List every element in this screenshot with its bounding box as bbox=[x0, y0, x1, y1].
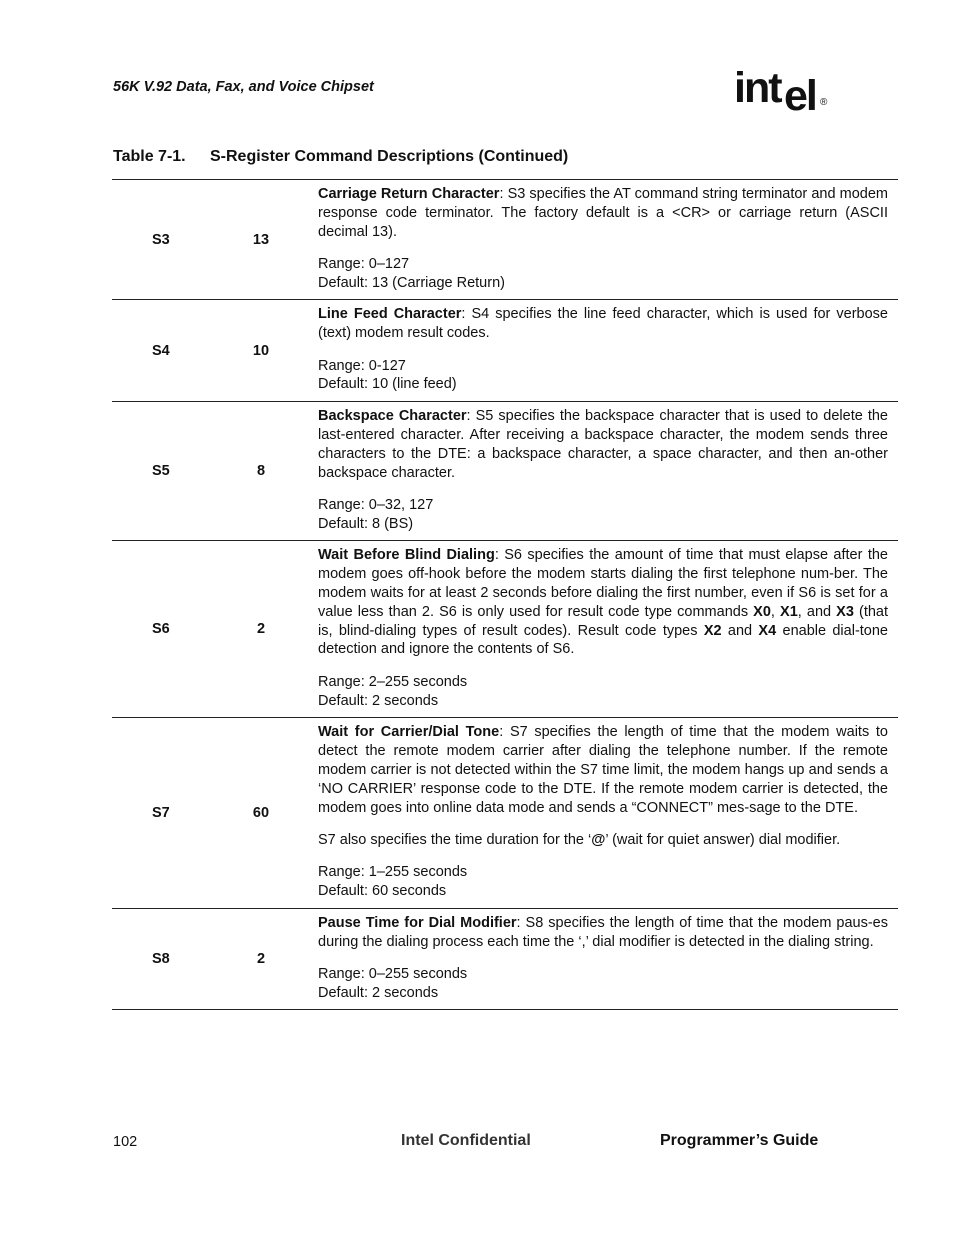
register-name: S7 bbox=[152, 805, 170, 822]
register-description bbox=[318, 718, 888, 907]
table-row bbox=[112, 180, 898, 299]
table-row bbox=[112, 540, 898, 717]
description-heading: Backspace Character bbox=[318, 408, 467, 425]
description-heading: Wait Before Blind Dialing bbox=[318, 547, 495, 564]
range-text: Range: 1–255 seconds bbox=[318, 864, 468, 881]
register-default: 10 bbox=[252, 342, 270, 359]
result-code-x1: X1 bbox=[780, 603, 798, 620]
register-description bbox=[318, 909, 888, 1010]
range-text: Range: 0–127 bbox=[318, 255, 410, 272]
default-text: Default: 8 (BS) bbox=[318, 515, 414, 532]
result-code-x3: X3 bbox=[836, 603, 854, 620]
table-caption bbox=[113, 148, 568, 166]
table-number: Table 7-1. bbox=[113, 148, 186, 165]
intel-logo bbox=[734, 60, 834, 120]
page-number: 102 bbox=[113, 1134, 138, 1150]
register-default: 8 bbox=[256, 463, 266, 480]
register-description bbox=[318, 300, 888, 401]
description-text: : S4 specifies the line feed character, which is used for verbose (text) modem result codes. bbox=[318, 306, 888, 342]
table-row bbox=[112, 401, 898, 540]
register-description bbox=[318, 402, 888, 540]
result-code-x4: X4 bbox=[758, 622, 777, 639]
description-text: (that is, blind-dialing types of result codes). Result code types bbox=[318, 603, 889, 639]
confidential-label: Intel Confidential bbox=[401, 1132, 531, 1149]
intel-logo-el: el bbox=[784, 72, 816, 120]
register-name: S3 bbox=[152, 231, 170, 248]
default-text: Default: 13 (Carriage Return) bbox=[318, 274, 505, 291]
register-default: 13 bbox=[252, 231, 270, 248]
s-register-table bbox=[112, 179, 898, 1010]
intel-logo-text: int bbox=[734, 64, 781, 112]
description-text: : S5 specifies the backspace character that is used to delete the last-entered character. After receiving a backspace character, the modem sends three characters to the DTE: a backspace character, a space character, and then an-other backspace character. bbox=[318, 408, 888, 481]
table-title: S-Register Command Descriptions (Continued) bbox=[210, 148, 569, 165]
result-code-x0: X0 bbox=[753, 603, 771, 620]
description-heading: Wait for Carrier/Dial Tone bbox=[318, 724, 500, 741]
register-name: S6 bbox=[152, 621, 170, 638]
guide-title: Programmer’s Guide bbox=[660, 1132, 819, 1149]
description-text: : S6 specifies the amount of time that must elapse after the modem goes off-hook before the modem starts dialing the first telephone num-ber. The modem waits for at least 2 seconds before dialing the first number, even if S6 is set for a value less than 2. S6 is only used for result code type commands bbox=[318, 547, 888, 620]
range-text: Range: 0–32, 127 bbox=[318, 496, 434, 513]
description-heading: Carriage Return Character bbox=[318, 186, 500, 202]
range-text: Range: 2–255 seconds bbox=[318, 673, 468, 690]
default-text: Default: 10 (line feed) bbox=[318, 376, 457, 393]
default-text: Default: 60 seconds bbox=[318, 882, 447, 899]
description-text: S7 also specifies the time duration for the ‘ bbox=[318, 831, 592, 848]
register-description bbox=[318, 541, 888, 717]
range-text: Range: 0–255 seconds bbox=[318, 965, 468, 982]
default-text: Default: 2 seconds bbox=[318, 692, 439, 709]
description-text: and bbox=[721, 622, 759, 639]
description-text: , and bbox=[797, 603, 837, 620]
register-description bbox=[318, 180, 888, 299]
register-default: 2 bbox=[256, 621, 266, 638]
register-default: 2 bbox=[256, 951, 266, 968]
description-heading: Line Feed Character bbox=[318, 306, 462, 323]
description-text: ’ (wait for quiet answer) dial modifier. bbox=[605, 831, 841, 848]
description-text: : S8 specifies the length of time that the modem paus-es during the dialing process each time the ‘,’ dial modifier is detected in the dialing string. bbox=[318, 914, 888, 950]
description-text: : S7 specifies the length of time that the modem waits to detect the remote modem carrier after dialing the telephone number. If the remote modem carrier is not detected within the S7 time limit, the modem hangs up and sends a ‘NO CARRIER’ response code to the DTE. If the remote modem carrier is detected, the modem goes into online data mode and sends a “CONNECT” mes-sage to the DTE. bbox=[318, 724, 888, 816]
registered-mark: ® bbox=[820, 97, 828, 108]
table-row bbox=[112, 908, 898, 1010]
table-row bbox=[112, 299, 898, 401]
register-name: S8 bbox=[152, 951, 170, 968]
table-row bbox=[112, 717, 898, 907]
description-heading: Pause Time for Dial Modifier bbox=[318, 914, 517, 931]
range-text: Range: 0-127 bbox=[318, 357, 406, 374]
dial-modifier-at: @ bbox=[591, 831, 606, 848]
register-default: 60 bbox=[252, 805, 270, 822]
default-text: Default: 2 seconds bbox=[318, 984, 439, 1001]
document-header-title: 56K V.92 Data, Fax, and Voice Chipset bbox=[113, 79, 374, 95]
register-name: S5 bbox=[152, 463, 170, 480]
register-name: S4 bbox=[152, 342, 170, 359]
description-text: , bbox=[770, 603, 781, 620]
result-code-x2: X2 bbox=[703, 622, 722, 639]
description-text: : S3 specifies the AT command string terminator and modem response code terminator. The factory default is a <CR> or carriage return (ASCII decimal 13). bbox=[318, 186, 888, 240]
description-text: enable dial-tone detection and ignore the contents of S6. bbox=[318, 622, 888, 658]
